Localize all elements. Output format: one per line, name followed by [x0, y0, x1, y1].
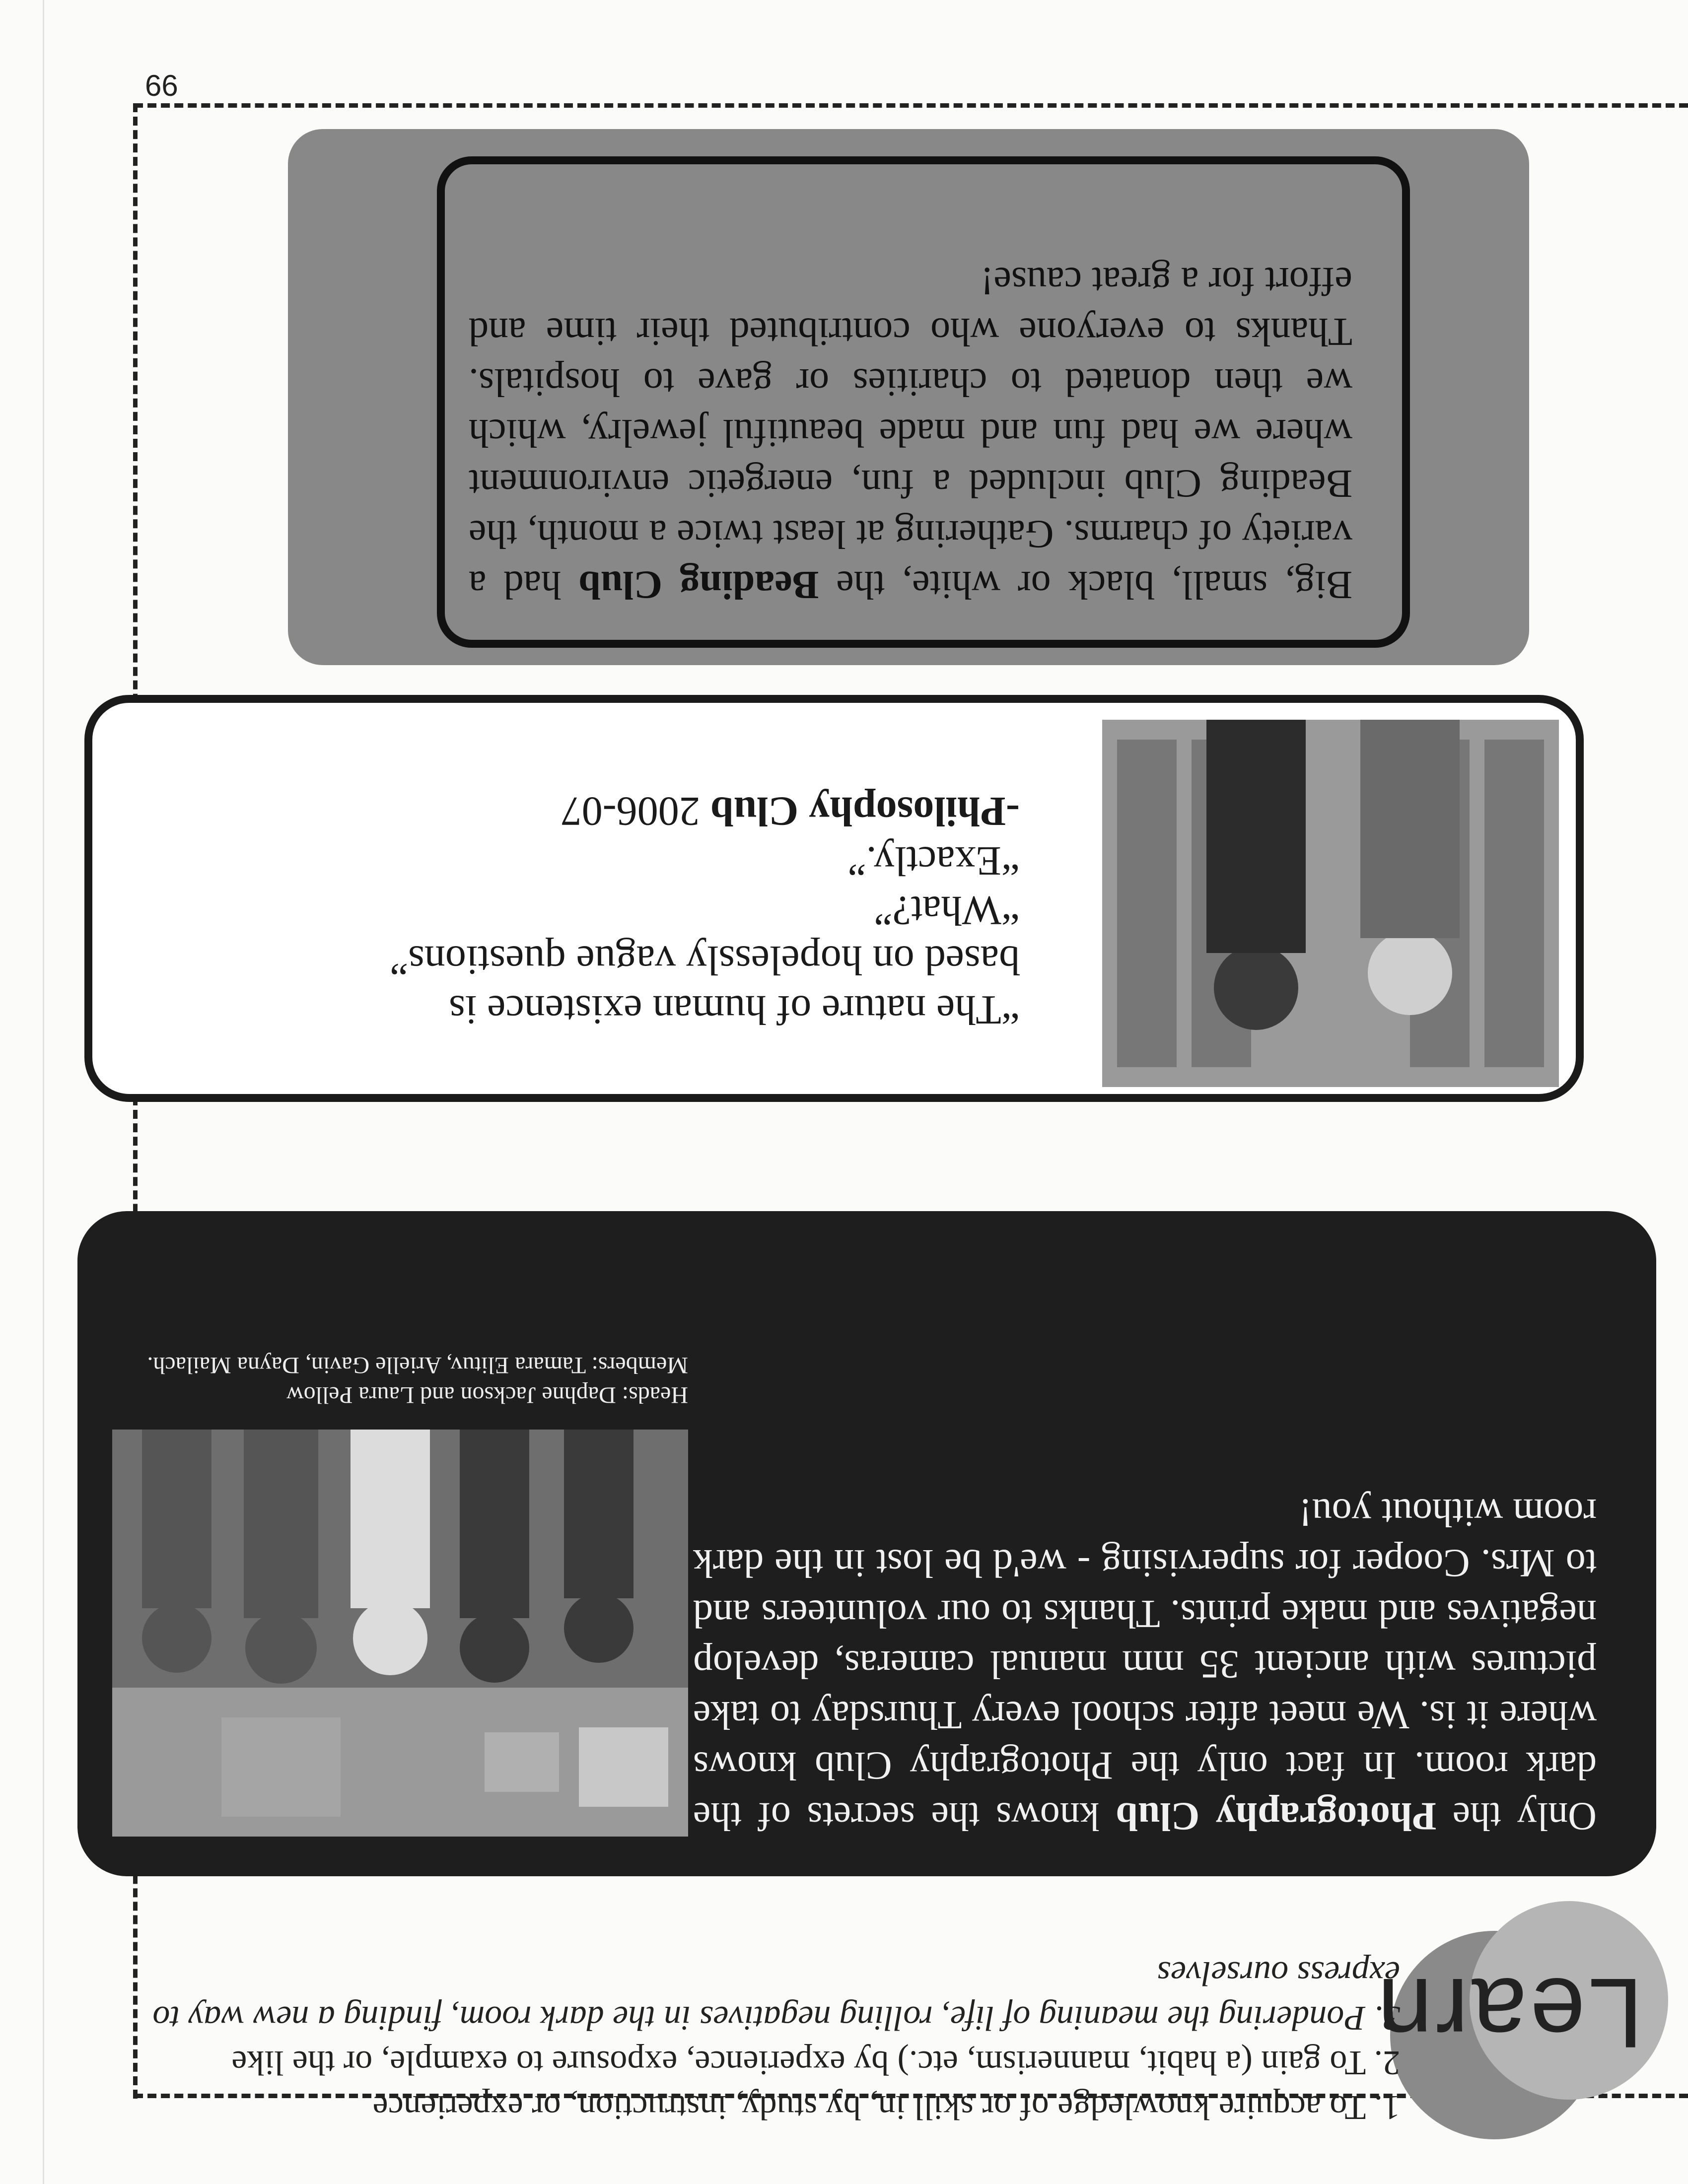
philosophy-club-photo	[1102, 720, 1559, 1087]
philosophy-quote	[126, 786, 1020, 1034]
photography-members: Members: Tamara Elituv, Arielle Gavin, Dayna Mailach.	[147, 1352, 688, 1378]
philosophy-signature: -Philosophy Club	[710, 788, 1020, 834]
page-number: 66	[145, 69, 178, 102]
beading-club-frame	[437, 156, 1410, 648]
photography-club-name: Photography Club	[1116, 1794, 1437, 1838]
photography-club-photo	[112, 1430, 688, 1837]
philosophy-year: 2006-07	[561, 788, 710, 834]
photography-club-text	[693, 1487, 1597, 1842]
photography-heads: Heads: Daphne Jackson and Laura Pellow	[286, 1382, 688, 1408]
beading-club-section	[288, 129, 1529, 665]
quote-line-2: based on hopelessly vague questions”	[389, 937, 1020, 983]
definition-1: 1. To acquire knowledge of or skill in, by study, instruction, or experience	[372, 2088, 1400, 2126]
definitions	[50, 1951, 1400, 2129]
beading-club-text	[469, 256, 1352, 610]
two-students-image	[1102, 720, 1559, 1087]
definition-3: 3. Pondering the meaning of life, rolling negatives in the dark room, finding a new way to express ourselves	[152, 1954, 1400, 2037]
quote-reply-1: “What?”	[874, 887, 1020, 934]
photography-lead: Only the	[1436, 1794, 1597, 1838]
photography-credits	[112, 1350, 688, 1410]
beading-lead: Big, small, black or white, the	[819, 563, 1352, 607]
beading-club-name: Beading Club	[578, 563, 819, 607]
learn-title: Learn	[1374, 1958, 1643, 2068]
quote-line-1: “The nature of human existence is	[449, 987, 1020, 1033]
definition-2: 2. To gain (a habit, mannerism, etc.) by experience, exposure to example, or the like	[231, 2044, 1400, 2082]
quote-reply-2: “Exactly.”	[847, 838, 1020, 884]
beading-body: had a variety of charms. Gathering at least twice a month, the Beading Club included a fun, energetic environment where we had fun and made beautiful jewelry, which we then donated to charities or gave to hospitals. Thanks to everyone who contributed their time and effort for a great cause!	[468, 259, 1352, 607]
photography-club-section	[77, 1211, 1656, 1876]
group-photo-image	[112, 1430, 688, 1837]
photography-body: knows the secrets of the dark room. In fact only the Photography Club knows where it is. We meet after school every Thursday to take pictures with ancient 35 mm manual cameras, develop negatives and make prints. Thanks to our volunteers and to Mrs. Cooper for supervising - we'd be lost in the dark room without you!	[693, 1491, 1597, 1838]
